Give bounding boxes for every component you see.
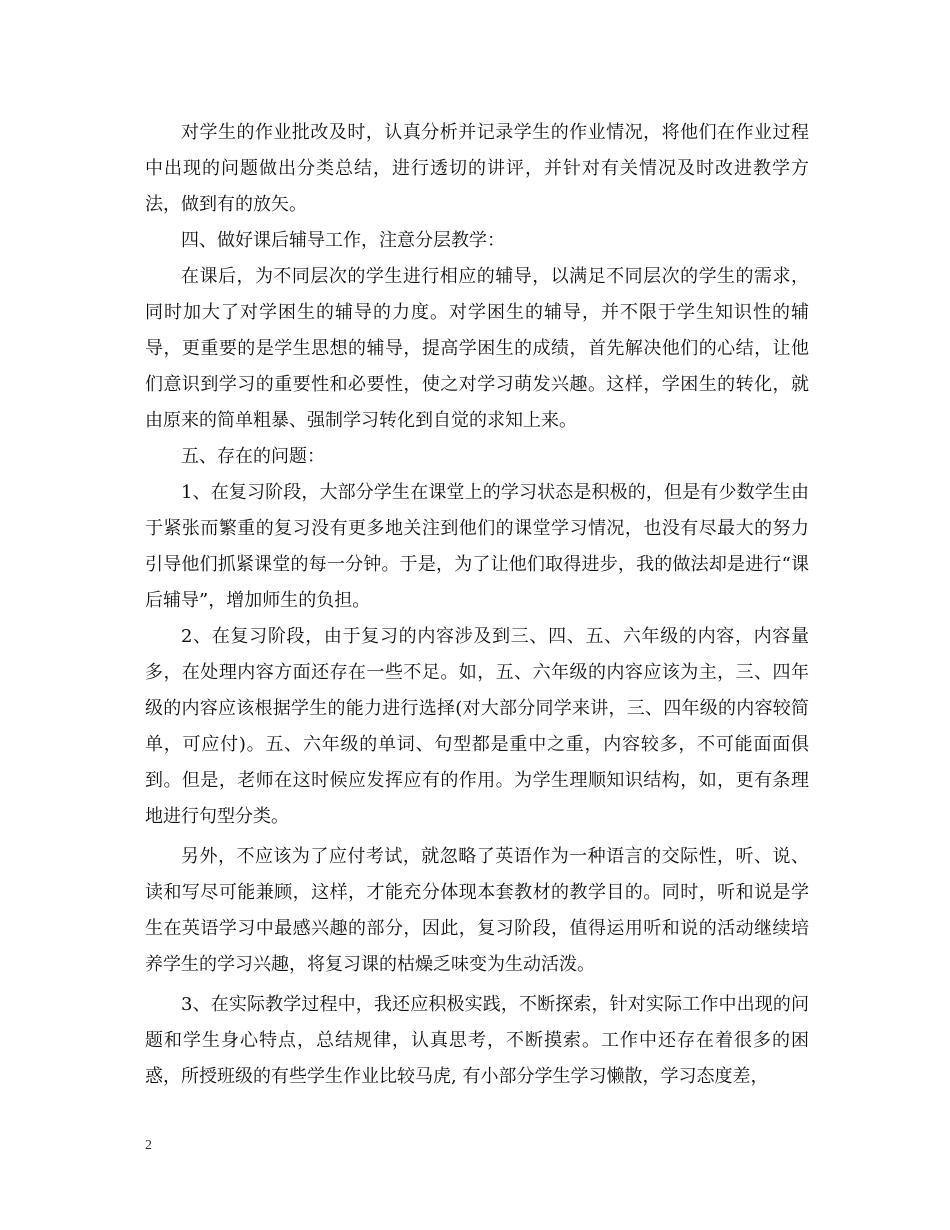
paragraph-additionally: 另外，不应该为了应付考试，就忽略了英语作为一种语言的交际性，听、说、读和写尽可能兼顾，这样，才能充分体现本套教材的教学目的。同时，听和说是学生在英语学习中最感兴趣的部分，因此，复习阶段，值得运用听和说的活动继续培养学生的学习兴趣，将复习课的枯燥乏味变为生动活泼。 bbox=[145, 846, 809, 975]
paragraph-problem-two: 2、在复习阶段，由于复习的内容涉及到三、四、五、六年级的内容，内容量多，在处理内容方面还存在一些不足。如，五、六年级的内容应该为主，三、四年级的内容应该根据学生的能力进行选择(对大部分同学来讲，三、四年级的内容较简单，可应付)。五、六年级的单词、句型都是重中之重，内容较多，不可能面面俱到。但是，老师在这时候应发挥应有的作用。为学生理顺知识结构，如，更有条理地进行句型分类。 bbox=[145, 626, 809, 827]
heading-section-five: 五、存在的问题： bbox=[181, 446, 325, 467]
paragraph-homework-correction: 对学生的作业批改及时，认真分析并记录学生的作业情况，将他们在作业过程中出现的问题做出分类总结，进行透切的讲评，并针对有关情况及时改进教学方法，做到有的放矢。 bbox=[145, 122, 809, 215]
paragraph-problem-three: 3、在实际教学过程中，我还应积极实践，不断探索，针对实际工作中出现的问题和学生身心特点，总结规律，认真思考，不断摸索。工作中还存在着很多的困惑，所授班级的有些学生作业比较马虎, 有小部分学生学习懒散，学习态度差， bbox=[145, 994, 809, 1087]
page-number: 2 bbox=[145, 1138, 152, 1153]
document-body bbox=[145, 115, 809, 1095]
heading-section-four: 四、做好课后辅导工作，注意分层教学： bbox=[181, 230, 505, 251]
paragraph-after-class-tutoring: 在课后，为不同层次的学生进行相应的辅导，以满足不同层次的学生的需求，同时加大了对学困生的辅导的力度。对学困生的辅导，并不限于学生知识性的辅导，更重要的是学生思想的辅导，提高学困生的成绩，首先解决他们的心结，让他们意识到学习的重要性和必要性，使之对学习萌发兴趣。这样，学困生的转化，就由原来的简单粗暴、强制学习转化到自觉的求知上来。 bbox=[145, 266, 809, 431]
paragraph-problem-one: 1、在复习阶段，大部分学生在课堂上的学习状态是积极的，但是有少数学生由于紧张而繁重的复习没有更多地关注到他们的课堂学习情况，也没有尽最大的努力引导他们抓紧课堂的每一分钟。于是，为了让他们取得进步，我的做法却是进行“课后辅导”，增加师生的负担。 bbox=[145, 482, 809, 611]
